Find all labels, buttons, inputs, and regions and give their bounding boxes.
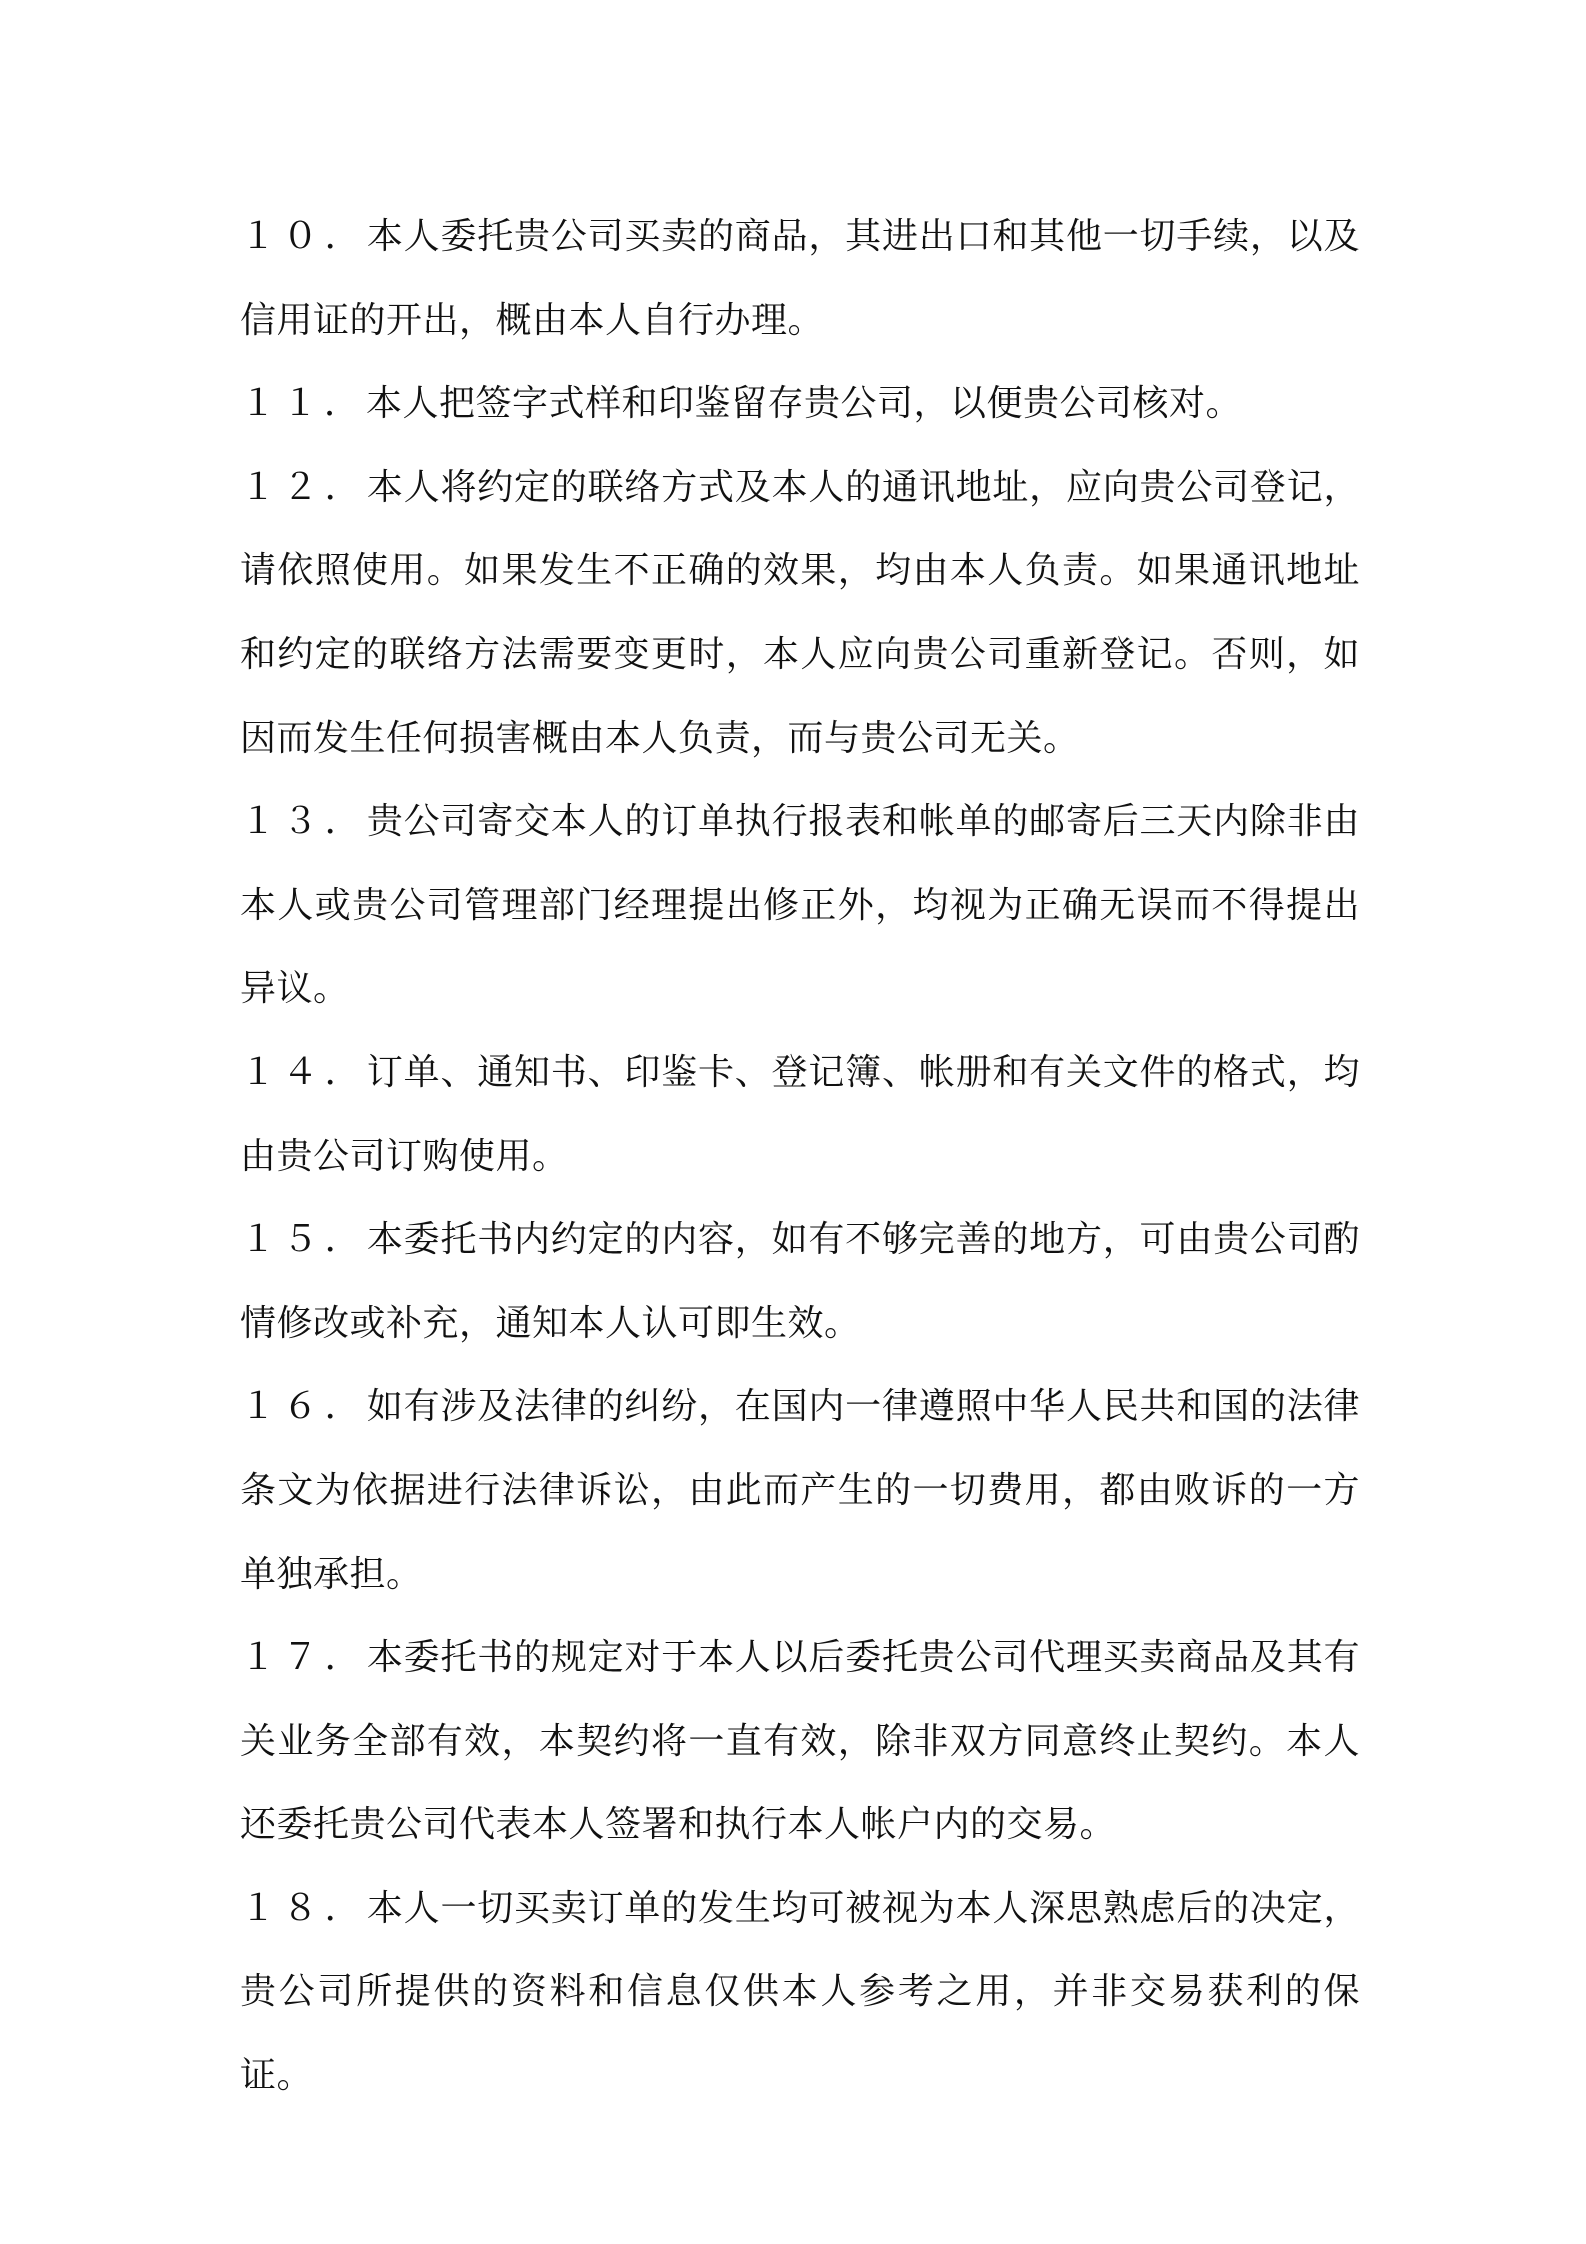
clause-text: 本人委托贵公司买卖的商品，其进出口和其他一切手续，以及信用证的开出，概由本人自行办理。 xyxy=(240,216,1360,341)
clause-number: １２． xyxy=(240,466,367,508)
clause-text: 本人一切买卖订单的发生均可被视为本人深思熟虑后的决定，贵公司所提供的资料和信息仅供本人参考之用，并非交易获利的保证。 xyxy=(240,1887,1360,2097)
clause-text: 本人将约定的联络方式及本人的通讯地址，应向贵公司登记，请依照使用。如果发生不正确的效果，均由本人负责。如果通讯地址和约定的联络方法需要变更时，本人应向贵公司重新登记。否则，如因而发生任何损害概由本人负责，而与贵公司无关。 xyxy=(240,466,1360,759)
document-body xyxy=(240,195,1360,2118)
clause-text: 贵公司寄交本人的订单执行报表和帐单的邮寄后三天内除非由本人或贵公司管理部门经理提出修正外，均视为正确无误而不得提出异议。 xyxy=(240,801,1360,1010)
clause-number: １１． xyxy=(240,383,367,425)
clause-13 xyxy=(240,780,1360,1031)
clause-15 xyxy=(240,1198,1360,1365)
clause-text: 本委托书内约定的内容，如有不够完善的地方，可由贵公司酌情修改或补充，通知本人认可即生效。 xyxy=(240,1219,1360,1344)
clause-text: 本人把签字式样和印鉴留存贵公司，以便贵公司核对。 xyxy=(366,383,1243,425)
clause-number: １３． xyxy=(240,801,367,843)
clause-17 xyxy=(240,1616,1360,1867)
clause-16 xyxy=(240,1365,1360,1616)
clause-18 xyxy=(240,1867,1360,2118)
clause-text: 如有涉及法律的纠纷，在国内一律遵照中华人民共和国的法律条文为依据进行法律诉讼，由此而产生的一切费用，都由败诉的一方单独承担。 xyxy=(240,1386,1360,1595)
clause-12 xyxy=(240,446,1360,780)
clause-text: 订单、通知书、印鉴卡、登记簿、帐册和有关文件的格式，均由贵公司订购使用。 xyxy=(240,1051,1360,1177)
clause-14 xyxy=(240,1031,1360,1198)
clause-number: １５． xyxy=(240,1219,367,1261)
clause-number: １４． xyxy=(240,1051,367,1093)
clause-number: １６． xyxy=(240,1386,367,1428)
clause-10 xyxy=(240,195,1360,362)
clause-text: 本委托书的规定对于本人以后委托贵公司代理买卖商品及其有关业务全部有效，本契约将一直有效，除非双方同意终止契约。本人还委托贵公司代表本人签署和执行本人帐户内的交易。 xyxy=(240,1637,1360,1846)
clause-11 xyxy=(240,362,1360,446)
clause-number: １７． xyxy=(240,1637,367,1679)
clause-number: １８． xyxy=(240,1887,367,1929)
clause-number: １０． xyxy=(240,216,367,257)
